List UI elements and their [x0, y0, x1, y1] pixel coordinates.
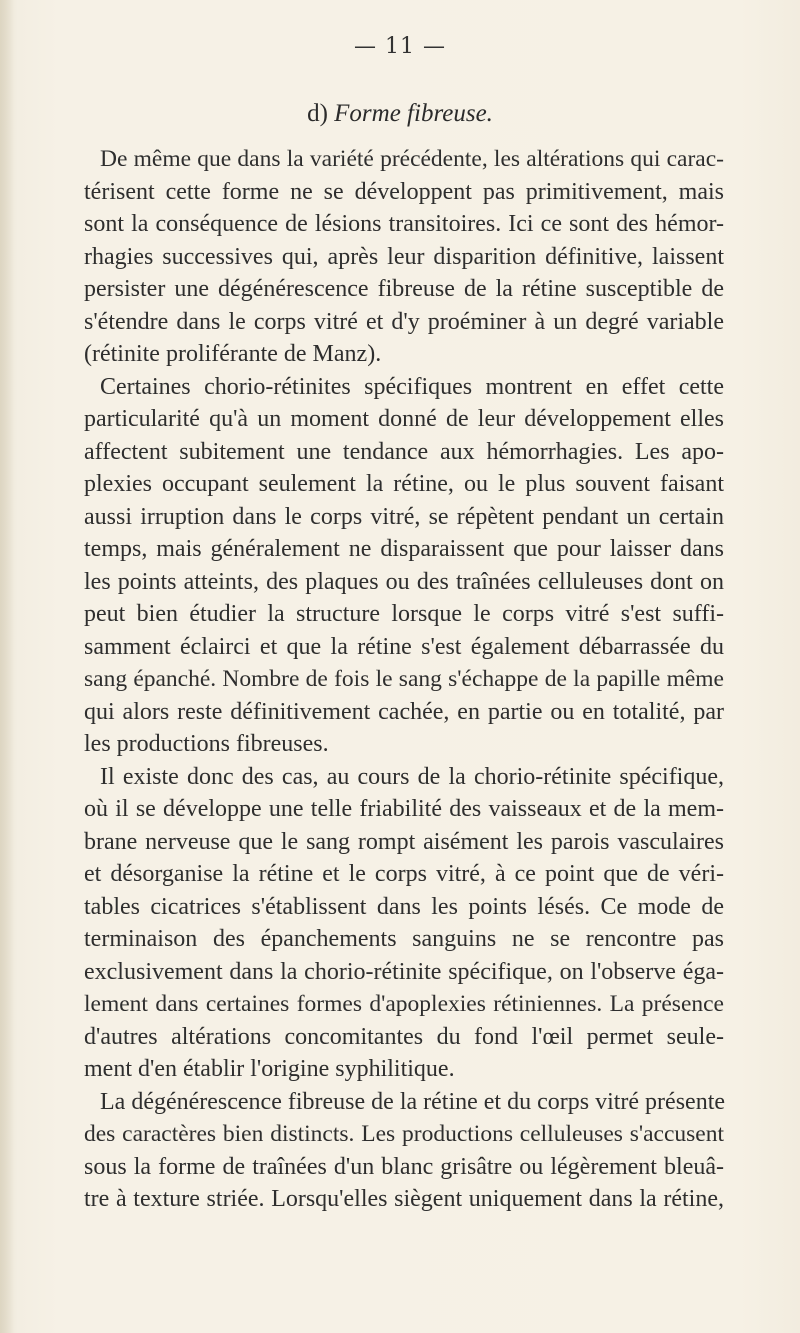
page-number: — 11 —	[354, 34, 446, 59]
text-line: ment d'en établir l'origine syphilitique.	[84, 1056, 455, 1082]
text-line: plexies occupant seulement la rétine, ou le plus souvent faisant	[84, 471, 724, 497]
text-line: les productions fibreuses.	[84, 731, 329, 757]
text-line: De même que dans la variété précédente, les altérations qui carac-	[100, 146, 724, 172]
section-marker: d)	[307, 100, 328, 127]
text-line: d'autres altérations concomitantes du fond l'œil permet seule-	[84, 1023, 724, 1050]
text-line: brane nerveuse que le sang rompt aisément les parois vasculaires	[84, 828, 724, 855]
text-line: sang épanché. Nombre de fois le sang s'échappe de la papille même	[84, 666, 724, 692]
text-line: (rétinite proliférante de Manz).	[84, 341, 382, 367]
text-line: La dégénérescence fibreuse de la rétine et du corps vitré présente	[100, 1088, 726, 1115]
text-line: sous la forme de traînées d'un blanc grisâtre ou légèrement bleuâ-	[84, 1153, 724, 1180]
text-line: les points atteints, des plaques ou des traînées celluleuses dont on	[84, 568, 724, 595]
text-line: terminaison des épanchements sanguins ne se rencontre pas	[84, 926, 724, 952]
text-line: lement dans certaines formes d'apoplexies rétiniennes. La présence	[84, 991, 724, 1017]
body-text	[84, 143, 724, 1216]
text-line: peut bien étudier la structure lorsque le corps vitré s'est suffi-	[84, 601, 724, 627]
text-line: sont la conséquence de lésions transitoires. Ici ce sont des hémor-	[84, 211, 724, 237]
text-line: des caractères bien distincts. Les productions celluleuses s'accusent	[84, 1121, 724, 1147]
section-heading	[0, 100, 800, 128]
section-title: Forme fibreuse.	[334, 100, 493, 127]
text-line: rhagies successives qui, après leur disparition définitive, laissent	[84, 243, 724, 270]
text-line: Certaines chorio-rétinites spécifiques montrent en effet cette	[100, 373, 724, 400]
text-line: affectent subitement une tendance aux hémorrhagies. Les apo-	[84, 438, 724, 465]
text-line: aussi irruption dans le corps vitré, se répètent pendant un certain	[84, 503, 724, 530]
text-line: tre à texture striée. Lorsqu'elles siègent uniquement dans la rétine,	[84, 1186, 724, 1212]
text-line: persister une dégénérescence fibreuse de la rétine susceptible de	[84, 276, 724, 302]
text-line: samment éclairci et que la rétine s'est également débarrassée du	[84, 633, 724, 660]
text-line: térisent cette forme ne se développent pas primitivement, mais	[84, 178, 724, 205]
text-line: Il existe donc des cas, au cours de la chorio-rétinite spécifique,	[100, 763, 724, 790]
page-gutter-shadow	[0, 0, 14, 1333]
text-line: qui alors reste définitivement cachée, en partie ou en totalité, par	[84, 698, 724, 725]
text-line: temps, mais généralement ne disparaissent que pour laisser dans	[84, 536, 724, 562]
text-line: tables cicatrices s'établissent dans les points lésés. Ce mode de	[84, 893, 724, 920]
text-line: et désorganise la rétine et le corps vitré, à ce point que de véri-	[84, 861, 724, 887]
text-line: particularité qu'à un moment donné de leur développement elles	[84, 406, 724, 432]
text-line: où il se développe une telle friabilité des vaisseaux et de la mem-	[84, 796, 724, 822]
text-line: exclusivement dans la chorio-rétinite spécifique, on l'observe éga-	[84, 958, 724, 985]
text-line: s'étendre dans le corps vitré et d'y proéminer à un degré variable	[84, 308, 724, 335]
